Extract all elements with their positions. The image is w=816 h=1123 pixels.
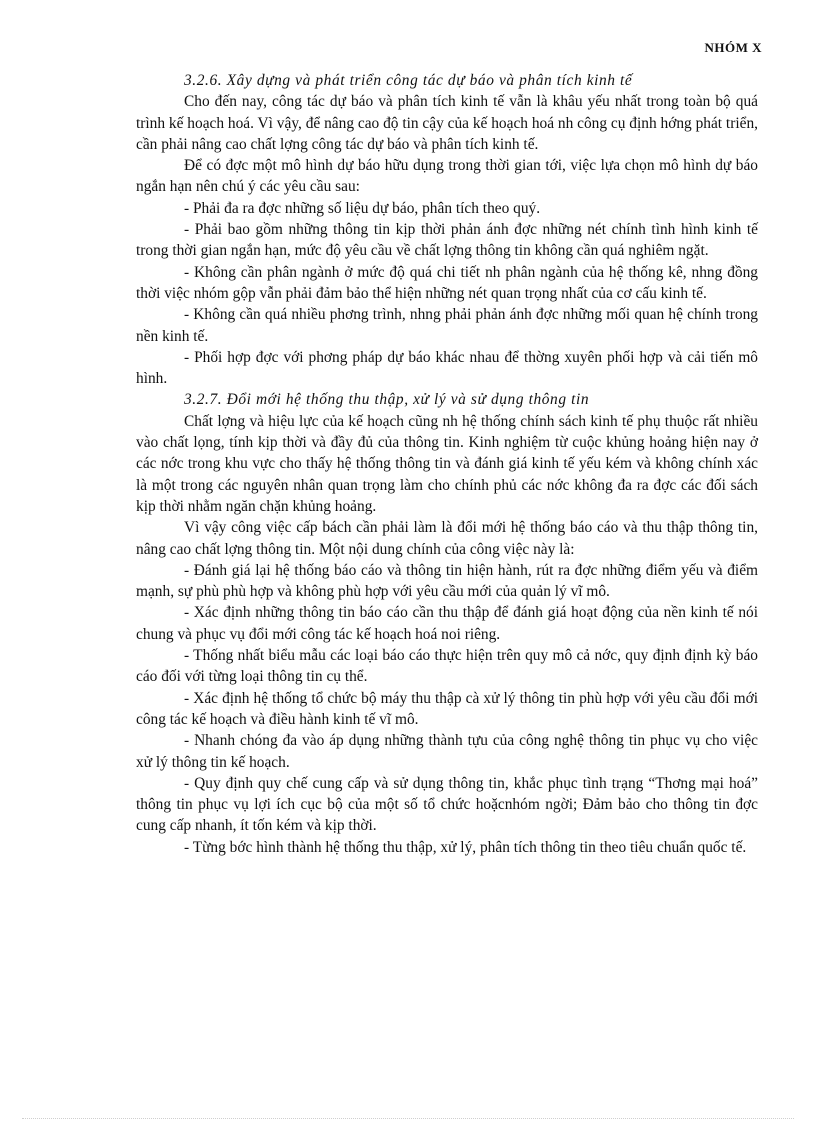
list-item: - Phải bao gồm những thông tin kịp thời phản ánh đợc những nét chính tình hình kinh tế trong thời gian ngắn hạn, mức độ yêu cầu về chất lợng thông tin không cần quá nghiêm ngặt.	[136, 221, 758, 260]
document-body	[136, 70, 758, 858]
page-header-label: NHÓM X	[704, 40, 762, 55]
list-item: - Đánh giá lại hệ thống báo cáo và thông tin hiện hành, rút ra đợc những điểm yếu và điểm mạnh, sự phù phù hợp và không phù hợp với yêu cầu mới của quản lý vĩ mô.	[136, 561, 758, 601]
paragraph: Chất lợng và hiệu lực của kế hoạch cũng nh hệ thống chính sách kinh tế phụ thuộc rất nhiều vào chất lọng, tính kịp thời và đầy đủ của thông tin. Kinh nghiệm từ cuộc khủng hoảng hiện nay ở các nớc trong khu vực cho thấy hệ thống thông tin và đánh giá kinh tế yếu kém và không chính xác là một trong các nguyên nhân quan trọng làm cho chính phủ các nớc không đa ra đợc các đối sách kịp thời nhằm ngăn chặn khủng hoảng.	[136, 412, 758, 515]
list-item: - Nhanh chóng đa vào áp dụng những thành tựu của công nghệ thông tin phục vụ cho việc xử lý thông tin kế hoạch.	[136, 732, 758, 771]
page-bottom-divider	[22, 1118, 794, 1119]
list-item: - Xác định hệ thống tổ chức bộ máy thu thập cà xử lý thông tin phù hợp với yêu cầu đổi mới công tác kế hoạch và điều hành kinh tế vĩ mô.	[136, 689, 758, 728]
list-item: - Không cần phân ngành ở mức độ quá chi tiết nh phân ngành của hệ thống kê, nhng đồng thời việc nhóm gộp vẫn phải đảm bảo thể hiện những nét quan trọng nhất của cơ cấu kinh tế.	[136, 263, 758, 302]
list-item: - Từng bớc hình thành hệ thống thu thập, xử lý, phân tích thông tin theo tiêu chuẩn quốc tế.	[184, 838, 747, 856]
paragraph: Cho đến nay, công tác dự báo và phân tích kinh tế vẫn là khâu yếu nhất trong toàn bộ quá trình kế hoạch hoá. Vì vậy, để nâng cao độ tin cậy của kế hoạch hoá nh công cụ định hớng phát triển, cần phải nâng cao chất lợng công tác dự báo và phân tích kinh tế.	[136, 93, 758, 153]
list-item: - Không cần quá nhiều phơng trình, nhng phải phản ánh đợc những mối quan hệ chính trong nền kinh tế.	[136, 306, 758, 345]
paragraph: Vì vậy công việc cấp bách cần phải làm là đổi mới hệ thống báo cáo và thu thập thông tin, nâng cao chất lợng thông tin. Một nội dung chính của công việc này là:	[136, 519, 758, 558]
section-title-3-2-7: 3.2.7. Đổi mới hệ thống thu thập, xử lý và sử dụng thông tin	[184, 391, 590, 409]
list-item: - Phối hợp đợc với phơng pháp dự báo khác nhau để thờng xuyên phối hợp và cải tiến mô hình.	[136, 348, 758, 388]
list-item: - Xác định những thông tin báo cáo cần thu thập để đánh giá hoạt động của nền kinh tế nói chung và phục vụ đổi mới công tác kế hoạch hoá noi riêng.	[136, 604, 758, 643]
list-item: - Thống nhất biểu mẫu các loại báo cáo thực hiện trên quy mô cả nớc, quy định định kỳ báo cáo đối với từng loại thông tin cụ thể.	[136, 647, 758, 686]
list-item: - Phải đa ra đợc những số liệu dự báo, phân tích theo quý.	[184, 199, 541, 217]
section-title-3-2-6: 3.2.6. Xây dựng và phát triển công tác dự báo và phân tích kinh tế	[184, 72, 633, 89]
list-item: - Quy định quy chế cung cấp và sử dụng thông tin, khắc phục tình trạng “Thơng mại hoá” thông tin phục vụ lợi ích cục bộ của một số tổ chức hoặcnhóm ngời; Đảm bảo cho thông tin đợc cung cấp nhanh, ít tốn kém và kịp thời.	[136, 774, 758, 835]
paragraph: Để có đợc một mô hình dự báo hữu dụng trong thời gian tới, việc lựa chọn mô hình dự báo ngắn hạn nên chú ý các yêu cầu sau:	[136, 157, 758, 196]
